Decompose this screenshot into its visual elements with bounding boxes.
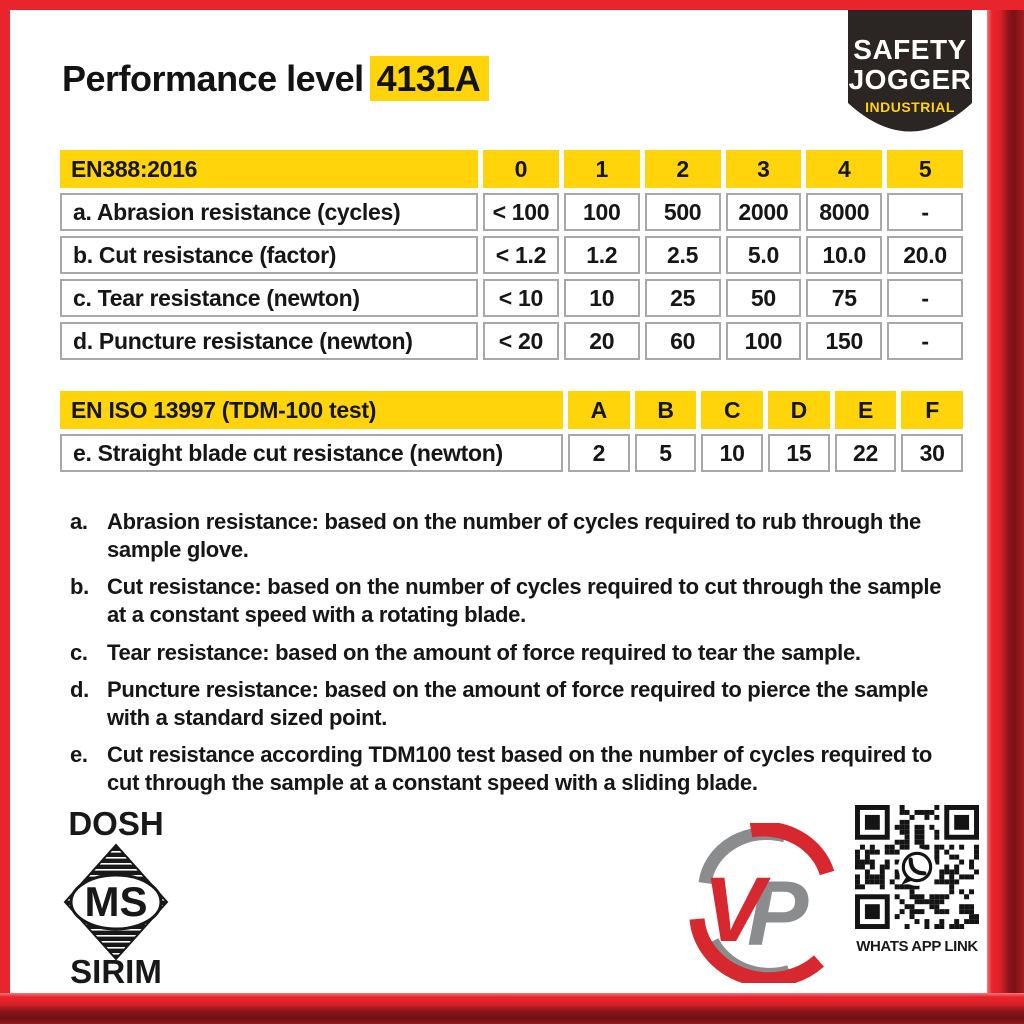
table-value: < 20 (483, 322, 559, 360)
vp-letter-p: P (747, 863, 809, 965)
note-text: Cut resistance according TDM100 test based on the number of cycles required to cut through the sample at a constant speed with a sliding blade. (107, 742, 933, 796)
row-label: b. Cut resistance (factor) (60, 236, 478, 274)
ms-diamond-icon (50, 805, 182, 985)
level-col-header: 1 (564, 150, 640, 188)
frame-top-border (0, 0, 1024, 10)
table-value: 30 (901, 434, 963, 472)
table-value: 20 (564, 322, 640, 360)
note-text: Tear resistance: based on the amount of force required to tear the sample. (107, 639, 861, 665)
level-col-header: B (635, 391, 697, 429)
table-value: 10 (701, 434, 763, 472)
table-value: < 1.2 (483, 236, 559, 274)
safety-jogger-badge-icon (848, 10, 972, 136)
brand-name-line1: SAFETY (853, 34, 967, 65)
content-area (10, 10, 987, 993)
vp-logo (689, 823, 837, 988)
table-value: 2 (568, 434, 630, 472)
note-letter: a. (70, 509, 88, 534)
title-text: Performance level (62, 58, 364, 99)
note-letter: e. (70, 742, 88, 768)
vp-letter-v: V (703, 859, 765, 961)
table-value: < 10 (483, 279, 559, 317)
ms-label: MS (84, 878, 148, 925)
en388-table (60, 150, 963, 360)
whatsapp-icon (898, 848, 936, 886)
note-item-e (70, 741, 947, 797)
level-col-header: D (768, 391, 830, 429)
table-value: 10 (564, 279, 640, 317)
table-value: 15 (768, 434, 830, 472)
brand-logo (848, 10, 972, 136)
notes-list (70, 508, 947, 797)
row-label: c. Tear resistance (newton) (60, 279, 478, 317)
table-value: 150 (806, 322, 882, 360)
brand-name-line2: JOGGER (848, 64, 972, 95)
table-value: - (887, 193, 963, 231)
table-value: 5 (635, 434, 697, 472)
en388-table-header: EN388:2016 (60, 150, 478, 188)
table-value: 60 (645, 322, 721, 360)
row-label: a. Abrasion resistance (cycles) (60, 193, 478, 231)
note-letter: d. (70, 676, 89, 702)
level-col-header: E (835, 391, 897, 429)
level-col-header: 4 (806, 150, 882, 188)
note-text: Cut resistance: based on the number of cycles required to cut through the sample at a constant speed with a rotating blade. (107, 574, 942, 628)
table-value: 100 (726, 322, 802, 360)
table-value: 1.2 (564, 236, 640, 274)
note-item-b (70, 573, 947, 629)
vp-logo-icon (689, 823, 837, 983)
level-col-header: 2 (645, 150, 721, 188)
note-item-c (70, 639, 947, 667)
sirim-certification-logo (50, 805, 182, 990)
table-value: 10.0 (806, 236, 882, 274)
note-item-a (70, 508, 947, 564)
frame-right-bevel (987, 0, 1024, 1024)
iso13997-table-header: EN ISO 13997 (TDM-100 test) (60, 391, 563, 429)
table-value: 25 (645, 279, 721, 317)
level-col-header: 5 (887, 150, 963, 188)
table-value: 2000 (726, 193, 802, 231)
table-value: 100 (564, 193, 640, 231)
whatsapp-qr-block[interactable] (855, 805, 979, 955)
level-col-header: C (701, 391, 763, 429)
table-value: 500 (645, 193, 721, 231)
table-value: - (887, 322, 963, 360)
note-item-d (70, 676, 947, 732)
footer-logos (50, 805, 979, 990)
row-label: e. Straight blade cut resistance (newton) (60, 434, 563, 472)
brand-tagline: INDUSTRIAL (865, 99, 955, 115)
note-letter: b. (70, 574, 89, 600)
sirim-label: SIRIM (70, 953, 162, 985)
dosh-label: DOSH (68, 805, 164, 842)
performance-level-highlight: 4131A (370, 56, 490, 101)
level-col-header: F (901, 391, 963, 429)
note-text: Puncture resistance: based on the amount of force required to pierce the sample with a standard sized point. (107, 676, 929, 730)
table-value: 8000 (806, 193, 882, 231)
frame-left-border (0, 0, 10, 1024)
table-value: 20.0 (887, 236, 963, 274)
iso13997-table (60, 391, 963, 472)
table-value: 50 (726, 279, 802, 317)
frame-bottom-bevel (0, 993, 1024, 1024)
table-value: - (887, 279, 963, 317)
level-col-header: 0 (483, 150, 559, 188)
table-value: 22 (835, 434, 897, 472)
table-value: 75 (806, 279, 882, 317)
row-label: d. Puncture resistance (newton) (60, 322, 478, 360)
qr-caption: WHATS APP LINK (856, 938, 978, 955)
level-col-header: A (568, 391, 630, 429)
table-value: 5.0 (726, 236, 802, 274)
note-letter: c. (70, 639, 88, 665)
level-col-header: 3 (726, 150, 802, 188)
table-value: < 100 (483, 193, 559, 231)
table-value: 2.5 (645, 236, 721, 274)
note-text: Abrasion resistance: based on the number of cycles required to rub through the sample glove. (107, 509, 921, 563)
whatsapp-qr-code-icon[interactable] (855, 805, 979, 929)
